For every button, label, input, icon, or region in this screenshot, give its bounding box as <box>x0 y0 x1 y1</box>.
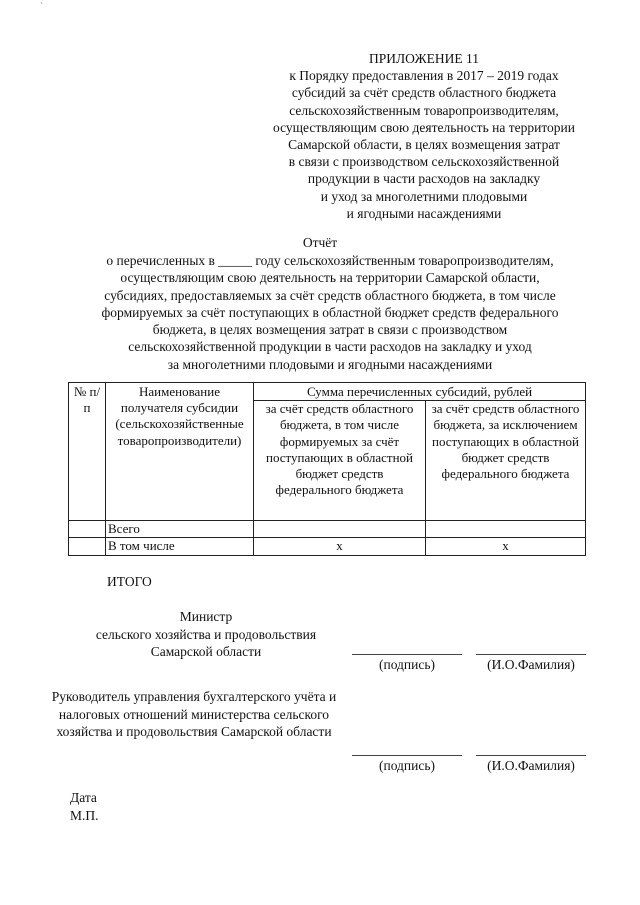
including-label: В том числе <box>106 538 254 555</box>
including-regional-excl-federal: x <box>426 538 586 555</box>
accounting-head-line: Руководитель управления бухгалтерского учёта и <box>51 689 337 704</box>
accounting-head-line: налоговых отношений министерства сельского <box>58 706 330 722</box>
accounting-signature-line <box>352 755 462 756</box>
appendix-line: субсидий за счёт средств областного бюджета <box>291 85 557 101</box>
header-recipient: Наименование получателя субсидии (сельскохозяйственные товаропроизводители) <box>106 383 254 521</box>
total-label: Всего <box>106 521 254 538</box>
report-title: Отчёт <box>302 235 338 250</box>
report-line: сельскохозяйственной продукции в части расходов на закладку и уход <box>128 339 532 355</box>
report-line: осуществляющим свою деятельность на территории Самарской области, <box>120 270 540 286</box>
accounting-head-title <box>36 688 352 741</box>
appendix-title: ПРИЛОЖЕНИЕ 11 <box>368 51 480 66</box>
stamp-label: М.П. <box>70 807 99 823</box>
accounting-signature-caption: (подпись) <box>378 758 436 773</box>
date-label: Дата <box>70 790 97 805</box>
appendix-line: и ягодными насаждениями <box>346 205 502 221</box>
appendix-header <box>258 50 590 222</box>
itogo-label: ИТОГО <box>107 574 152 589</box>
table-row <box>69 538 586 555</box>
minister-signature-line <box>352 654 462 655</box>
report-line: субсидиях, предоставляемых за счёт средств областного бюджета, в том числе <box>104 287 556 303</box>
minister-name-caption: (И.О.Фамилия) <box>487 657 575 672</box>
report-line: формируемых за счёт поступающих в областной бюджет средств федерального <box>101 304 559 320</box>
minister-line: Самарской области <box>150 644 262 659</box>
footer-date-stamp <box>70 789 99 824</box>
header-sum: Сумма перечисленных субсидий, рублей <box>254 383 586 401</box>
minister-line: Министр <box>179 609 233 624</box>
appendix-line: Самарской области, в целях возмещения затрат <box>288 137 560 153</box>
including-regional-incl-federal: x <box>254 538 426 555</box>
appendix-line: осуществляющим свою деятельность на территории <box>273 119 575 135</box>
report-line: бюджета, в целях возмещения затрат в связи с производством <box>152 322 508 338</box>
appendix-line: сельскохозяйственным товаропроизводителям, <box>289 102 559 118</box>
subsidy-table <box>68 382 586 556</box>
table-header-row <box>69 383 586 401</box>
minister-line: сельского хозяйства и продовольствия <box>95 626 317 642</box>
table-row <box>69 521 586 538</box>
report-line: о перечисленных в _____ году сельскохозяйственным товаропроизводителям, <box>106 253 554 268</box>
appendix-line: в связи с производством сельскохозяйственной <box>288 154 560 170</box>
accounting-name-line <box>476 755 586 756</box>
appendix-line: продукции в части расходов на закладку <box>307 171 541 187</box>
header-num: № п/п <box>69 383 106 521</box>
accounting-head-line: хозяйства и продовольствия Самарской области <box>56 724 332 739</box>
header-sum-regional-incl-federal: за счёт средств областного бюджета, в том числе формируемых за счёт поступающих в областной бюджет средств федерального бюджета <box>254 401 426 521</box>
minister-name-line <box>476 654 586 655</box>
minister-signature-caption: (подпись) <box>378 657 436 672</box>
appendix-line: к Порядку предоставления в 2017 – 2019 годах <box>289 68 559 84</box>
accounting-name-caption: (И.О.Фамилия) <box>487 758 575 773</box>
report-line: за многолетними плодовыми и ягодными насаждениями <box>167 356 493 372</box>
corner-mark: ` <box>40 2 44 13</box>
report-description <box>70 252 590 373</box>
minister-title <box>70 608 342 661</box>
appendix-line: и уход за многолетними плодовыми <box>320 188 528 204</box>
header-sum-regional-excl-federal: за счёт средств областного бюджета, за исключением поступающих в областной бюджет средств федерального бюджета <box>426 401 586 521</box>
